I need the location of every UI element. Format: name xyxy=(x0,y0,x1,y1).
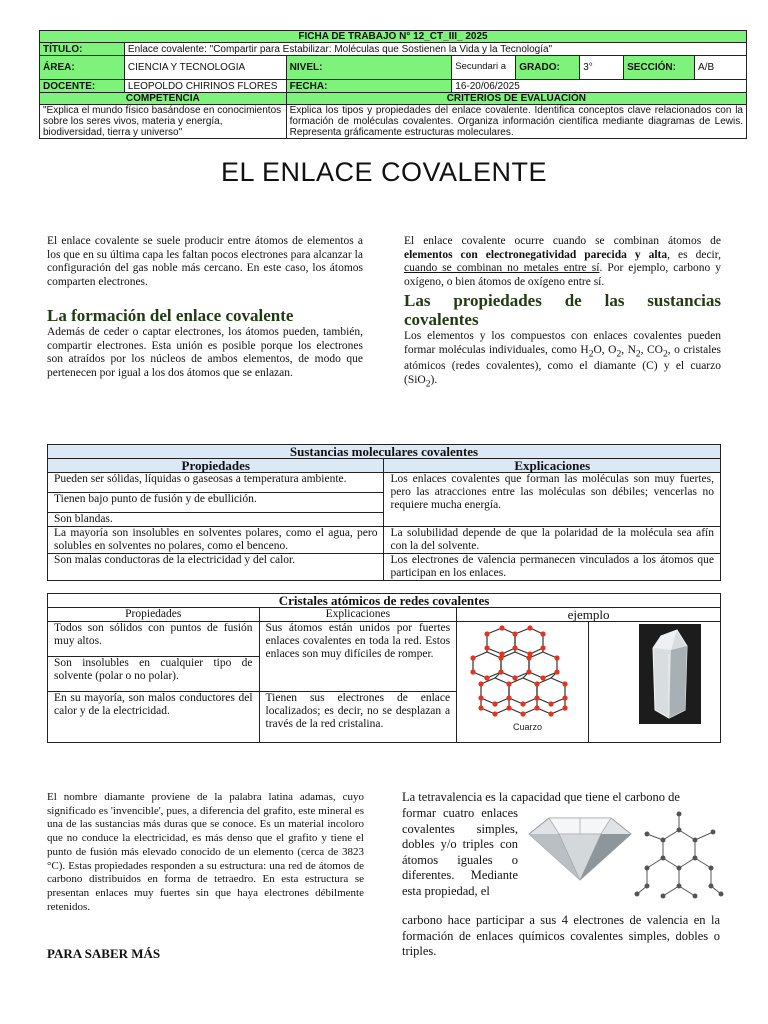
table-cell-empty xyxy=(384,512,721,526)
diamond-gem-image xyxy=(527,814,633,882)
diamond-text: El nombre diamante proviene de la palabra latina adamas, cuyo significado es 'invencible', pues, a diferencia del grafito, este mineral es una de las sustancias más duras que se conoce. Es un material incoloro que no conduce la electricidad, es más denso que el grafito y tiene el punto de fusión más elevado conocido de un elemento (cerca de 3823 °C). Estas propiedades responden a su estructura: una red de átomos de carbono distribuidos en forma de tetraedro. En esta estructura se presentan enlaces muy fuertes sin que haya electrones débilmente retenidos. xyxy=(47,791,364,913)
ficha-title: FICHA DE TRABAJO N° 12_CT_III_ 2025 xyxy=(40,31,747,43)
table-row: Son malas conductoras de la electricidad y del calor. xyxy=(48,553,384,580)
grado-value: 3° xyxy=(580,56,624,80)
table-row: La mayoría son insolubles en solventes polares, como el agua, pero solubles en solventes no polares, como el benceno. xyxy=(48,526,384,553)
criterios-text: Explica los tipos y propiedades del enlace covalente. Identifica conceptos clave relacionados con la formación de moléculas covalentes. Organiza información científica mediante diagramas de Lewis. Representa gráficamente estructuras moleculares. xyxy=(286,105,746,139)
table2-title: Cristales atómicos de redes covalentes xyxy=(48,594,721,608)
titulo-value: Enlace covalente: "Compartir para Estabilizar: Moléculas que Sostienen la Vida y la Tecnología" xyxy=(124,43,746,56)
grado-label: GRADO: xyxy=(516,56,580,80)
formation-text: Además de ceder o captar electrones, los átomos pueden, también, compartir electrones. Esta unión es posible porque los electrones son atraídos por los núcleos de ambos elementos, de modo que pertenecen por igual a los dos átomos que se enlazan. xyxy=(47,326,363,379)
table1-title: Sustancias moleculares covalentes xyxy=(48,445,721,459)
intro-right: El enlace covalente ocurre cuando se combinan átomos de elementos con electronegatividad parecida y alta, es decir, cuando se combinan no metales entre sí. Por ejemplo, carbono y oxígeno, o bien átomos de oxígeno entre sí. xyxy=(404,235,722,288)
table-cell: Sus átomos están unidos por fuertes enlaces covalentes en toda la red. Estos enlaces son muy difíciles de romper. xyxy=(259,622,457,692)
saber-mas-heading: PARA SABER MÁS xyxy=(47,946,161,961)
area-label: ÁREA: xyxy=(40,56,125,80)
table-row: Son blandas. xyxy=(48,512,384,526)
titulo-label: TÍTULO: xyxy=(40,43,125,56)
competencia-label: COMPETENCIA xyxy=(40,93,287,105)
tetra-rest: carbono hace participar a sus 4 electrones de valencia en la formación de enlaces químicos covalentes simples, dobles o triples. xyxy=(402,913,720,958)
crystal-table xyxy=(47,593,721,743)
table-row: Pueden ser sólidas, líquidas o gaseosas a temperatura ambiente. xyxy=(48,473,384,493)
quartz-crystal-photo xyxy=(639,624,701,724)
nivel-label: NIVEL: xyxy=(286,56,452,80)
quartz-structure-cell xyxy=(457,622,589,743)
quartz-label: Cuarzo xyxy=(513,722,543,732)
seccion-label: SECCIÓN: xyxy=(624,56,695,80)
table1-col-expl: Explicaciones xyxy=(384,459,721,473)
table2-col-props: Propiedades xyxy=(48,608,260,622)
docente-value: LEOPOLDO CHIRINOS FLORES xyxy=(124,80,286,93)
crystal-photo-cell xyxy=(589,622,721,743)
table-cell: La solubilidad depende de que la polaridad de la molécula sea afín con la del solvente. xyxy=(384,526,721,553)
competencia-text: "Explica el mundo físico basándose en conocimientos sobre los seres vivos, materia y energía, biodiversidad, tierra y universo" xyxy=(40,105,287,139)
page-title: EL ENLACE COVALENTE xyxy=(220,157,548,187)
area-value: CIENCIA Y TECNOLOGIA xyxy=(124,56,286,80)
table-row: Tienen bajo punto de fusión y de ebullición. xyxy=(48,492,384,512)
molecular-table xyxy=(47,444,721,581)
fecha-label: FECHA: xyxy=(286,80,452,93)
diamond-lattice-image xyxy=(633,808,725,902)
tetra-narrow: formar cuatro enlaces covalentes simples, dobles y/o triples con átomos iguales o diferentes. Mediante esta propiedad, el xyxy=(402,806,518,898)
docente-label: DOCENTE: xyxy=(40,80,125,93)
criterios-label: CRITERIOS DE EVALUACIÓN xyxy=(286,93,746,105)
table2-col-expl: Explicaciones xyxy=(259,608,457,622)
table-row: Todos son sólidos con puntos de fusión muy altos. xyxy=(48,622,260,657)
fecha-value: 16-20/06/2025 xyxy=(452,80,747,93)
table-row: En su mayoría, son malos conductores del calor y de la electricidad. xyxy=(48,691,260,743)
tetra-line1: La tetravalencia es la capacidad que tiene el carbono de xyxy=(402,790,680,804)
table1-col-props: Propiedades xyxy=(48,459,384,473)
table-row: Son insolubles en cualquier tipo de solvente (polar o no polar). xyxy=(48,656,260,691)
formation-heading: La formación del enlace covalente xyxy=(47,306,294,325)
seccion-value: A/B xyxy=(695,56,747,80)
table-cell: Los electrones de valencia permanecen vinculados a los átomos que participan en los enlaces. xyxy=(384,553,721,580)
properties-text: Los elementos y los compuestos con enlaces covalentes pueden formar moléculas individuales, como $H_2O$, $O_2$, $N_2$, $CO_2$, o cristales atómicos (redes covalentes), como el diamante (C) y el cuarzo (SiO$_2$). xyxy=(404,330,721,390)
table-cell: Los enlaces covalentes que forman las moléculas son muy fuertes, pero las atracciones entre las moléculas son débiles; vencerlas no requiere mucha energía. xyxy=(384,473,721,513)
table-cell: Tienen sus electrones de enlace localizados; es decir, no se desplazan a través de la red cristalina. xyxy=(259,691,457,743)
nivel-value: Secundari a xyxy=(452,56,516,80)
header-table xyxy=(39,30,747,139)
intro-left: El enlace covalente se suele producir entre átomos de elementos a los que en su última capa les faltan pocos electrones para alcanzar la configuración del gas noble más cercano. En este caso, los átomos comparten electrones. xyxy=(47,235,363,288)
table2-col-example: ejemplo xyxy=(457,608,721,622)
properties-heading: Las propiedades de las sustancias covalentes xyxy=(404,291,721,329)
quartz-lattice-image xyxy=(457,624,585,736)
